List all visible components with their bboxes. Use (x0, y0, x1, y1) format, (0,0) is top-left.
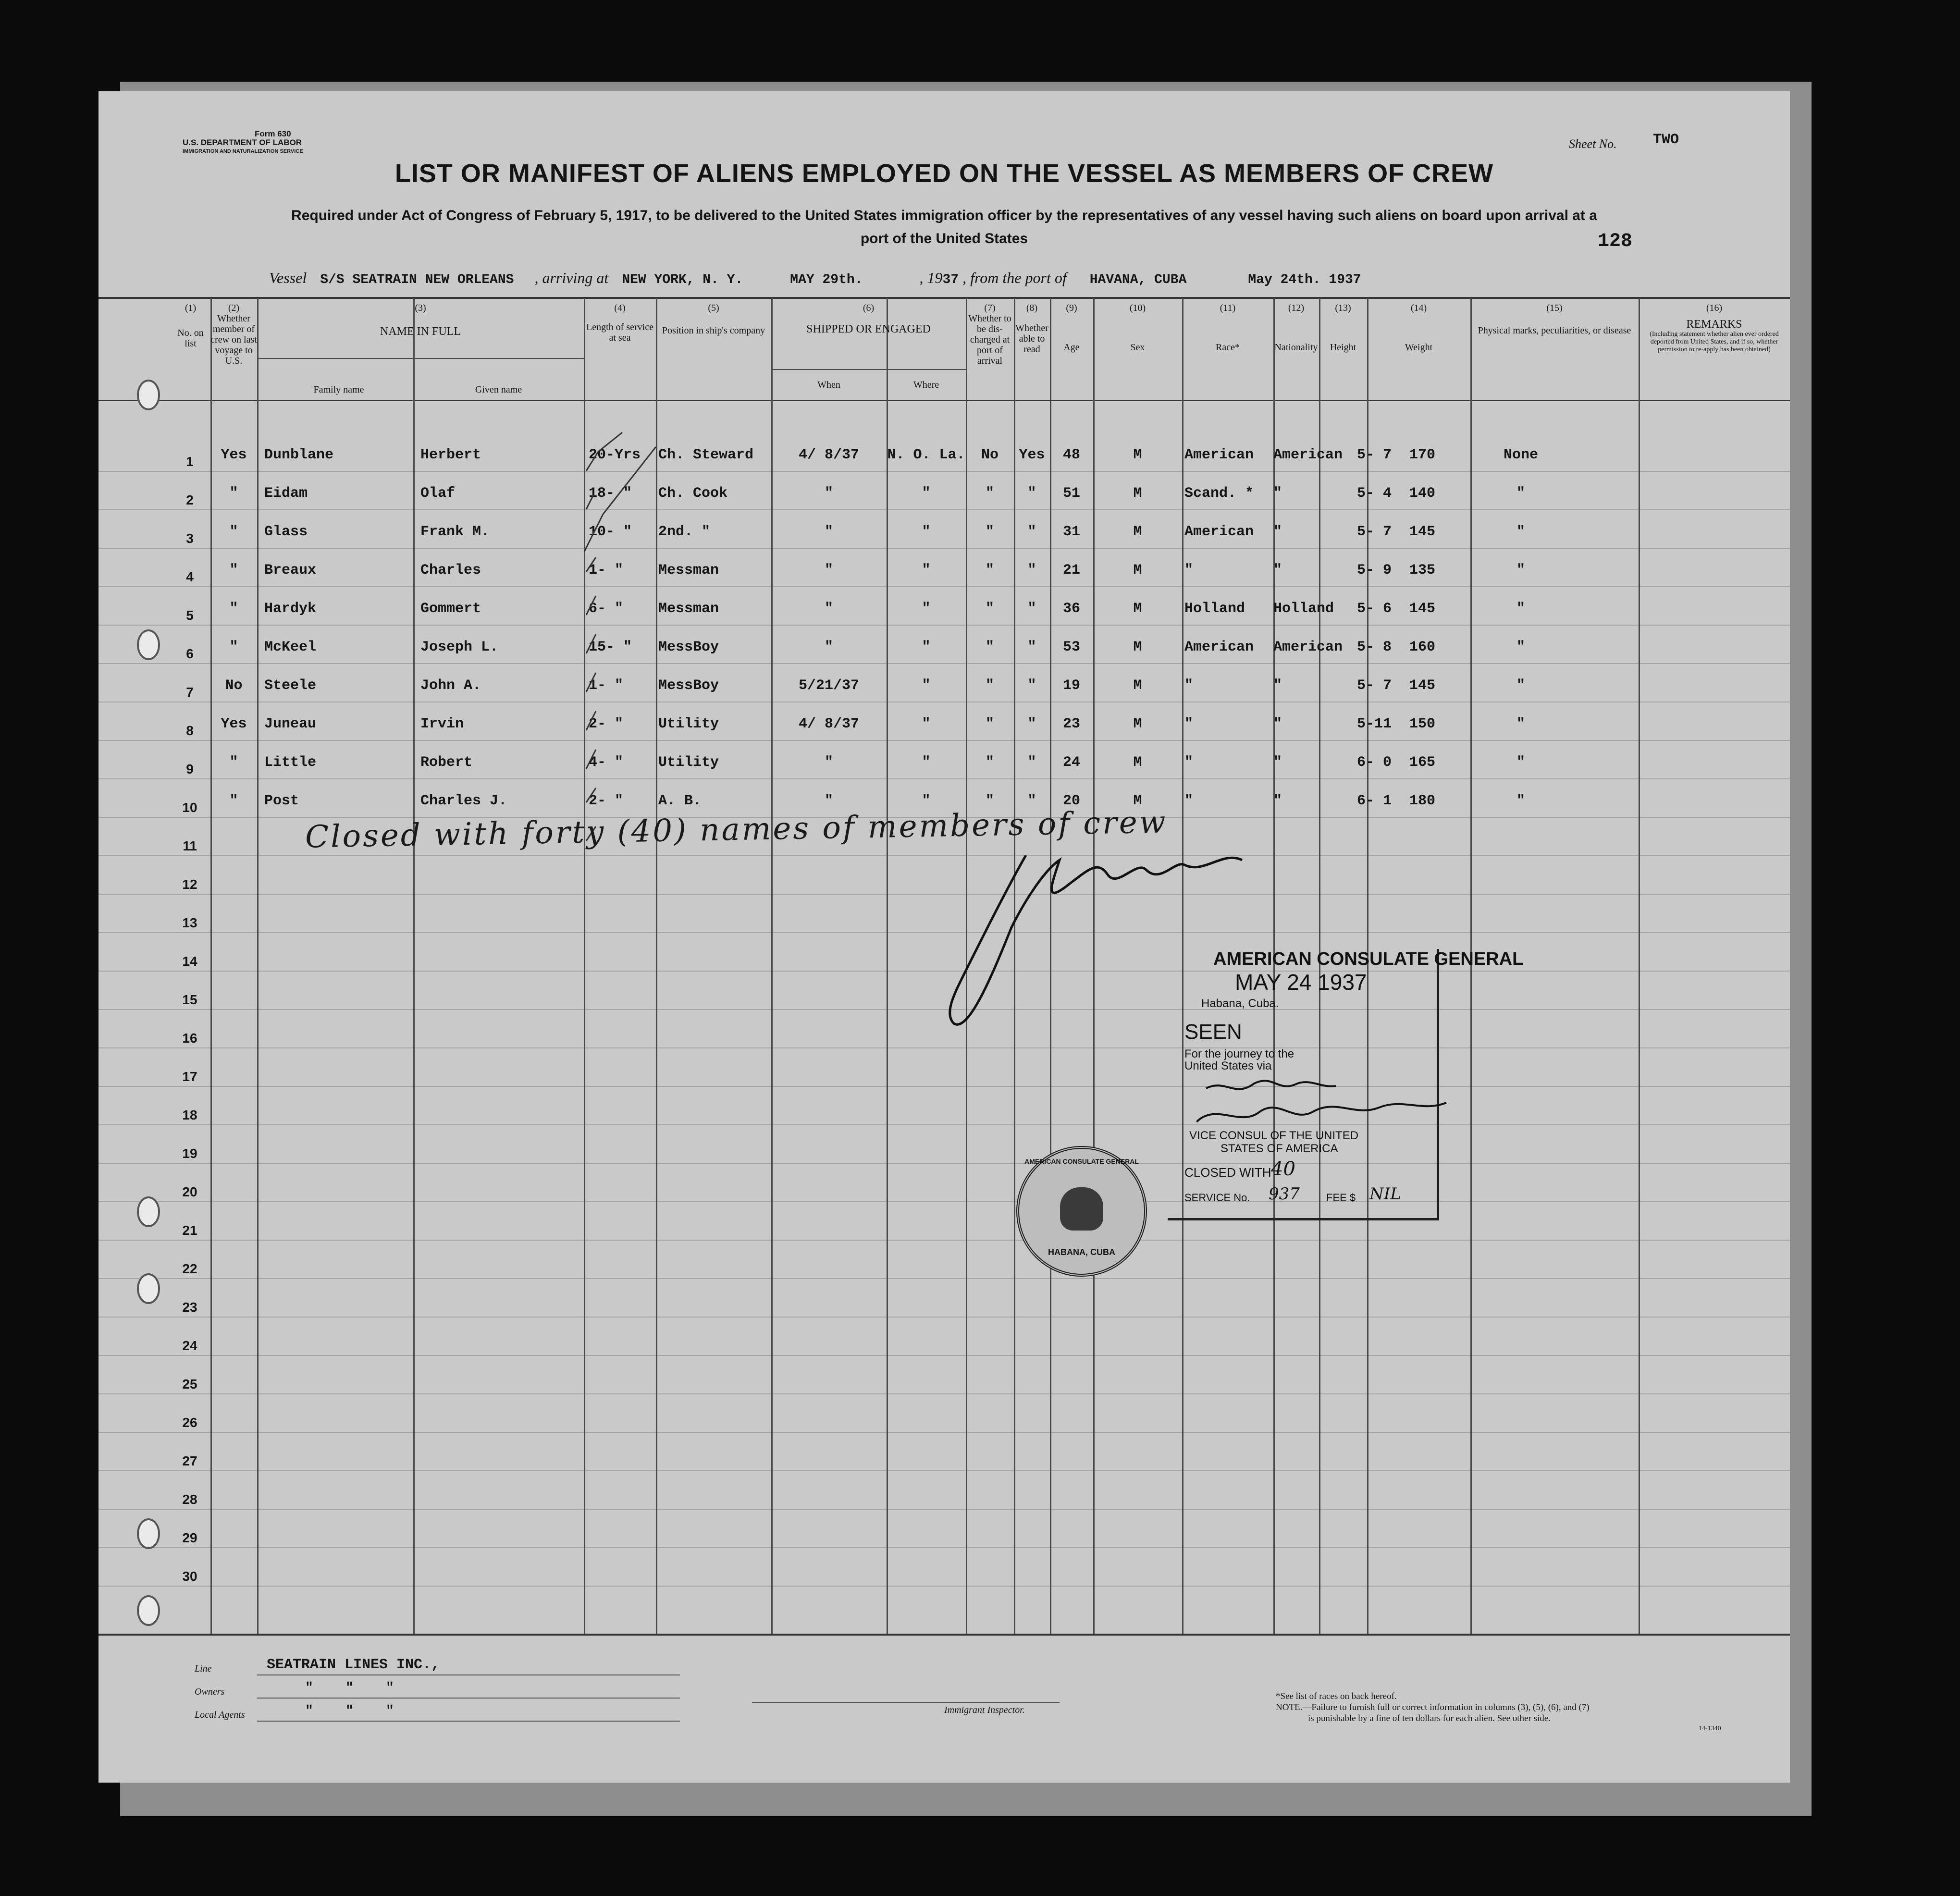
crew-able-to-read: " (1027, 677, 1036, 694)
crew-shipped-where: " (922, 677, 931, 694)
col-12-header: (12) Nationality (1274, 303, 1318, 353)
crew-nationality: " (1273, 716, 1282, 732)
crew-prev-voyage: " (229, 793, 238, 809)
crew-sex: M (1133, 716, 1142, 732)
col-3-family-header: Family name (313, 384, 364, 395)
footer-agents-value: " " " (305, 1704, 394, 1719)
crew-physical-marks: " (1516, 754, 1525, 771)
sheet-number: TWO (1653, 132, 1679, 148)
crew-position: 2nd. " (658, 524, 711, 540)
stamp-closed-value: 40 (1271, 1158, 1295, 1180)
crew-prev-voyage: " (229, 524, 238, 540)
crew-physical-marks: " (1516, 793, 1525, 809)
binder-hole (137, 1273, 160, 1304)
crew-height: 6- 1 (1356, 793, 1392, 809)
footer-line-value: SEATRAIN LINES INC., (267, 1657, 440, 1673)
crew-family-name: Post (264, 793, 299, 809)
form-number: Form 630 (255, 129, 291, 138)
col-13-header: (13) Height (1330, 303, 1356, 353)
stamp-office: AMERICAN CONSULATE GENERAL (1213, 949, 1524, 969)
footer-owners-value: " " " (305, 1681, 394, 1696)
crew-position: MessBoy (658, 677, 719, 694)
row-number: 14 (182, 954, 197, 969)
stamp-service-label: SERVICE No. (1184, 1192, 1250, 1204)
arriving-label: , arriving at (534, 269, 609, 286)
col-3-given-header: Given name (475, 384, 522, 395)
consulate-visa-stamp (1168, 949, 1524, 1220)
crew-prev-voyage: " (229, 639, 238, 655)
crew-discharged: " (985, 716, 994, 732)
col-5-header: (5) Position in ship's company (662, 303, 765, 336)
crew-able-to-read: " (1027, 716, 1036, 732)
crew-weight: 145 (1409, 601, 1435, 617)
row-number: 7 (186, 685, 194, 700)
row-number: 3 (186, 531, 194, 546)
row-number: 18 (182, 1108, 197, 1122)
seal-place-text: HABANA, CUBA (1048, 1247, 1115, 1257)
crew-service-length: 2- " (589, 793, 624, 809)
crew-weight: 160 (1409, 639, 1435, 655)
stamp-city: Habana, Cuba. (1201, 997, 1279, 1010)
crew-family-name: Dunblane (264, 447, 334, 463)
crew-sex: M (1133, 562, 1142, 579)
sheet-number-label: Sheet No. (1569, 137, 1617, 151)
crew-race: " (1184, 754, 1194, 771)
crew-nationality: Holland (1273, 601, 1334, 617)
crew-shipped-when: 5/21/37 (798, 677, 860, 694)
crew-weight: 135 (1409, 562, 1435, 579)
row-number: 9 (186, 762, 194, 776)
crew-able-to-read: " (1027, 793, 1036, 809)
col-11-header: (11) Race* (1216, 303, 1240, 353)
crew-nationality: " (1273, 754, 1282, 771)
crew-weight: 150 (1409, 716, 1435, 732)
form-identifier (183, 130, 303, 156)
crew-shipped-when: " (824, 562, 833, 579)
crew-shipped-where: N. O. La. (887, 447, 965, 463)
crew-service-length: 20-Yrs (589, 447, 641, 463)
crew-age: 23 (1062, 716, 1080, 732)
stamp-seen: SEEN (1184, 1020, 1242, 1044)
crew-sex: M (1133, 793, 1142, 809)
crew-discharged: No (981, 447, 998, 463)
crew-age: 36 (1062, 601, 1080, 617)
crew-age: 21 (1062, 562, 1080, 579)
crew-given-name: Olaf (420, 485, 456, 502)
crew-able-to-read: " (1027, 639, 1036, 655)
col-8-header: (8) Whether able to read (1015, 303, 1048, 355)
crew-height: 5- 7 (1356, 524, 1392, 540)
crew-discharged: " (985, 524, 994, 540)
crew-age: 24 (1062, 754, 1080, 771)
service-name: IMMIGRATION AND NATURALIZATION SERVICE (183, 148, 303, 154)
vessel-line (269, 269, 1361, 287)
crew-prev-voyage: No (225, 677, 243, 694)
crew-able-to-read: " (1027, 754, 1036, 771)
vessel-name: S/S SEATRAIN NEW ORLEANS (320, 272, 514, 287)
binder-hole (137, 1518, 160, 1549)
row-number: 25 (182, 1377, 197, 1391)
crew-race: American (1184, 447, 1254, 463)
crew-age: 31 (1062, 524, 1080, 540)
stamp-vice-consul: VICE CONSUL OF THE UNITED (1189, 1129, 1359, 1142)
row-number: 1 (186, 454, 194, 469)
arrival-date: MAY 29th. (790, 272, 863, 287)
crew-prev-voyage: " (229, 485, 238, 502)
footer-note-2: is punishable by a fine of ten dollars for each alien. See other side. (1308, 1713, 1551, 1724)
binder-hole (137, 629, 160, 660)
year-prefix: , 19 (919, 269, 943, 286)
crew-given-name: John A. (420, 677, 481, 694)
crew-family-name: McKeel (264, 639, 317, 655)
stamp-service-value: 937 (1269, 1184, 1300, 1204)
crew-physical-marks: " (1516, 524, 1525, 540)
crew-given-name: Charles (420, 562, 481, 579)
row-number: 23 (182, 1300, 197, 1315)
stamp-via: United States via (1184, 1059, 1272, 1072)
crew-nationality: American (1273, 447, 1343, 463)
crew-shipped-where: " (922, 639, 931, 655)
crew-service-length: 10- " (589, 524, 632, 540)
crew-physical-marks: " (1516, 677, 1525, 694)
crew-shipped-when: " (824, 754, 833, 771)
row-number: 4 (186, 569, 194, 584)
crew-sex: M (1133, 639, 1142, 655)
crew-height: 5-11 (1356, 716, 1392, 732)
col-16-header: (16) REMARKS (Including statement whether alien ever ordered deported from United States, and if so, whether permission to re-apply has been obtained) (1650, 303, 1779, 353)
crew-given-name: Irvin (420, 716, 464, 732)
crew-shipped-when: 4/ 8/37 (798, 447, 860, 463)
table-header-rule (99, 400, 1790, 401)
crew-weight: 145 (1409, 677, 1435, 694)
crew-height: 5- 7 (1356, 677, 1392, 694)
page-number: 128 (1598, 231, 1633, 252)
from-label: , from the port of (962, 269, 1067, 286)
footer-agents-label: Local Agents (195, 1710, 245, 1720)
crew-nationality: American (1273, 639, 1343, 655)
crew-weight: 145 (1409, 524, 1435, 540)
document-title: LIST OR MANIFEST OF ALIENS EMPLOYED ON THE VESSEL AS MEMBERS OF CREW (394, 159, 1494, 188)
crew-given-name: Herbert (420, 447, 481, 463)
crew-shipped-when: " (824, 793, 833, 809)
row-number: 10 (182, 800, 197, 815)
crew-position: Utility (658, 716, 719, 732)
row-number: 20 (182, 1184, 197, 1199)
stamp-fee-label: FEE $ (1326, 1192, 1356, 1204)
crew-race: " (1184, 677, 1194, 694)
row-number: 6 (186, 646, 194, 661)
crew-discharged: " (985, 677, 994, 694)
crew-shipped-when: " (824, 601, 833, 617)
footer-rule (257, 1674, 680, 1675)
crew-sex: M (1133, 677, 1142, 694)
crew-given-name: Frank M. (420, 524, 490, 540)
crew-age: 53 (1062, 639, 1080, 655)
seal-ring-text: AMERICAN CONSULATE GENERAL (1024, 1157, 1139, 1165)
col-4-header: (4) Length of service at sea (586, 303, 653, 343)
crew-given-name: Charles J. (420, 793, 507, 809)
col-10-header: (10) Sex (1129, 303, 1146, 353)
manifest-sheet (99, 91, 1790, 1783)
crew-age: 48 (1062, 447, 1080, 463)
col-6-header: (6) SHIPPED OR ENGAGED (806, 303, 931, 335)
crew-race: Holland (1184, 601, 1245, 617)
crew-family-name: Breaux (264, 562, 317, 579)
vessel-label: Vessel (269, 269, 307, 286)
crew-able-to-read: Yes (1019, 447, 1045, 463)
crew-service-length: 1- " (589, 562, 624, 579)
row-number: 11 (183, 838, 197, 853)
crew-discharged: " (985, 639, 994, 655)
crew-discharged: " (985, 562, 994, 579)
footer-inspector-label: Immigrant Inspector. (944, 1705, 1025, 1715)
arrival-port: NEW YORK, N. Y. (622, 272, 743, 287)
row-number: 27 (182, 1453, 197, 1468)
crew-physical-marks: " (1516, 716, 1525, 732)
crew-service-length: 1- " (589, 677, 624, 694)
crew-family-name: Eidam (264, 485, 308, 502)
crew-nationality: " (1273, 562, 1282, 579)
row-number: 24 (182, 1338, 197, 1353)
crew-physical-marks: None (1503, 447, 1538, 463)
subtitle-line-1: Required under Act of Congress of February 5, 1917, to be delivered to the United States immigration officer by the representatives of any vessel having such aliens on board upon arrival at a (291, 208, 1597, 223)
crew-shipped-where: " (922, 485, 931, 502)
crew-service-length: 6- " (589, 601, 624, 617)
stamp-fee-value: NIL (1369, 1184, 1401, 1204)
crew-shipped-when: " (824, 524, 833, 540)
crew-prev-voyage: " (229, 601, 238, 617)
crew-nationality: " (1273, 793, 1282, 809)
crew-age: 19 (1062, 677, 1080, 694)
crew-age: 20 (1062, 793, 1080, 809)
row-number: 26 (182, 1415, 197, 1430)
footer-note-1: NOTE.—Failure to furnish full or correct information in columns (3), (5), (6), and (7) (1276, 1702, 1590, 1712)
crew-position: A. B. (658, 793, 702, 809)
col-3-header: (3) NAME IN FULL (380, 303, 461, 338)
row-number: 22 (182, 1261, 197, 1276)
col-7-header: (7) Whether to be dis-charged at port of arrival (968, 303, 1011, 366)
crew-prev-voyage: Yes (221, 716, 247, 732)
crew-height: 5- 6 (1356, 601, 1392, 617)
crew-discharged: " (985, 754, 994, 771)
crew-shipped-when: 4/ 8/37 (798, 716, 860, 732)
crew-height: 5- 4 (1356, 485, 1392, 502)
crew-position: Utility (658, 754, 719, 771)
row-number: 17 (182, 1069, 197, 1084)
crew-height: 6- 0 (1356, 754, 1392, 771)
col-15-header: (15) Physical marks, peculiarities, or disease (1478, 303, 1631, 336)
stamp-closed-label: CLOSED WITH (1184, 1165, 1271, 1180)
crew-discharged: " (985, 485, 994, 502)
footer-races-note: *See list of races on back hereof. (1276, 1691, 1397, 1701)
crew-shipped-where: " (922, 754, 931, 771)
row-number: 30 (182, 1569, 197, 1584)
crew-sex: M (1133, 447, 1142, 463)
crew-family-name: Glass (264, 524, 308, 540)
subtitle-line-2: port of the United States (860, 231, 1028, 246)
row-number: 12 (182, 877, 197, 892)
crew-sex: M (1133, 485, 1142, 502)
crew-race: American (1184, 524, 1254, 540)
crew-height: 5- 9 (1356, 562, 1392, 579)
col-1-header: (1) No. on list (177, 303, 204, 349)
crew-race: " (1184, 793, 1194, 809)
col-2-header: (2) Whether member of crew on last voyage to U.S. (210, 303, 257, 366)
departure-date: May 24th. 1937 (1248, 272, 1361, 287)
eagle-emblem-icon (1060, 1187, 1103, 1231)
crew-service-length: 15- " (589, 639, 632, 655)
col-14-header: (14) Weight (1405, 303, 1433, 353)
table-top-rule (99, 297, 1790, 299)
stamp-date: MAY 24 1937 (1235, 970, 1367, 995)
row-number: 21 (182, 1223, 197, 1238)
stamp-states: STATES OF AMERICA (1220, 1142, 1338, 1155)
crew-service-length: 18- " (589, 485, 632, 502)
row-number: 2 (186, 492, 194, 507)
crew-weight: 140 (1409, 485, 1435, 502)
row-number: 13 (182, 915, 197, 930)
row-number: 19 (182, 1146, 197, 1161)
crew-position: Messman (658, 601, 719, 617)
crew-race: " (1184, 716, 1194, 732)
crew-weight: 165 (1409, 754, 1435, 771)
crew-nationality: " (1273, 524, 1282, 540)
footer-form-code: 14-1340 (1699, 1725, 1721, 1732)
crew-shipped-where: " (922, 601, 931, 617)
crew-nationality: " (1273, 677, 1282, 694)
crew-shipped-where: " (922, 793, 931, 809)
crew-family-name: Hardyk (264, 601, 317, 617)
crew-able-to-read: " (1027, 524, 1036, 540)
crew-physical-marks: " (1516, 562, 1525, 579)
crew-given-name: Robert (420, 754, 473, 771)
row-number: 5 (186, 608, 194, 623)
crew-position: Ch. Cook (658, 485, 728, 502)
crew-position: MessBoy (658, 639, 719, 655)
crew-service-length: 4- " (589, 754, 624, 771)
crew-able-to-read: " (1027, 562, 1036, 579)
crew-height: 5- 7 (1356, 447, 1392, 463)
crew-prev-voyage: " (229, 754, 238, 771)
crew-given-name: Joseph L. (420, 639, 499, 655)
crew-discharged: " (985, 601, 994, 617)
crew-prev-voyage: " (229, 562, 238, 579)
crew-shipped-where: " (922, 716, 931, 732)
handwritten-closing-note: Closed with forty (40) names of members of crew (305, 804, 1168, 855)
crew-position: Ch. Steward (658, 447, 754, 463)
crew-sex: M (1133, 524, 1142, 540)
col-9-header: (9) Age (1063, 303, 1080, 353)
col-6-where-header: Where (913, 380, 939, 390)
col-6-when-header: When (817, 380, 840, 390)
footer-owners-label: Owners (195, 1687, 225, 1697)
footer-rule (257, 1721, 680, 1722)
row-number: 29 (182, 1530, 197, 1545)
crew-race: American (1184, 639, 1254, 655)
crew-position: Messman (658, 562, 719, 579)
crew-shipped-when: " (824, 485, 833, 502)
crew-family-name: Juneau (264, 716, 317, 732)
crew-service-length: 2- " (589, 716, 624, 732)
crew-family-name: Little (264, 754, 317, 771)
table-bottom-rule (99, 1634, 1790, 1636)
crew-physical-marks: " (1516, 639, 1525, 655)
departure-port: HAVANA, CUBA (1089, 272, 1187, 287)
binder-hole (137, 1196, 160, 1227)
crew-discharged: " (985, 793, 994, 809)
crew-height: 5- 8 (1356, 639, 1392, 655)
consulate-seal (1016, 1146, 1147, 1277)
crew-weight: 170 (1409, 447, 1435, 463)
crew-able-to-read: " (1027, 485, 1036, 502)
crew-weight: 180 (1409, 793, 1435, 809)
row-number: 15 (182, 992, 197, 1007)
arrival-year: 37 (942, 272, 959, 287)
crew-nationality: " (1273, 485, 1282, 502)
crew-shipped-where: " (922, 524, 931, 540)
crew-given-name: Gommert (420, 601, 481, 617)
crew-able-to-read: " (1027, 601, 1036, 617)
crew-prev-voyage: Yes (221, 447, 247, 463)
crew-race: " (1184, 562, 1194, 579)
stamp-journey: For the journey to the (1184, 1047, 1294, 1060)
crew-shipped-when: " (824, 639, 833, 655)
footer-rule (752, 1702, 1060, 1703)
crew-sex: M (1133, 601, 1142, 617)
footer-line-label: Line (195, 1663, 212, 1674)
crew-family-name: Steele (264, 677, 317, 694)
crew-physical-marks: " (1516, 601, 1525, 617)
row-number: 28 (182, 1492, 197, 1507)
crew-race: Scand. * (1184, 485, 1254, 502)
crew-physical-marks: " (1516, 485, 1525, 502)
binder-hole (137, 380, 160, 410)
binder-hole (137, 1595, 160, 1626)
crew-sex: M (1133, 754, 1142, 771)
row-number: 8 (186, 723, 194, 738)
row-number: 16 (182, 1031, 197, 1046)
department-name: U.S. DEPARTMENT OF LABOR (183, 138, 302, 147)
crew-age: 51 (1062, 485, 1080, 502)
crew-shipped-where: " (922, 562, 931, 579)
footer-rule (257, 1698, 680, 1699)
